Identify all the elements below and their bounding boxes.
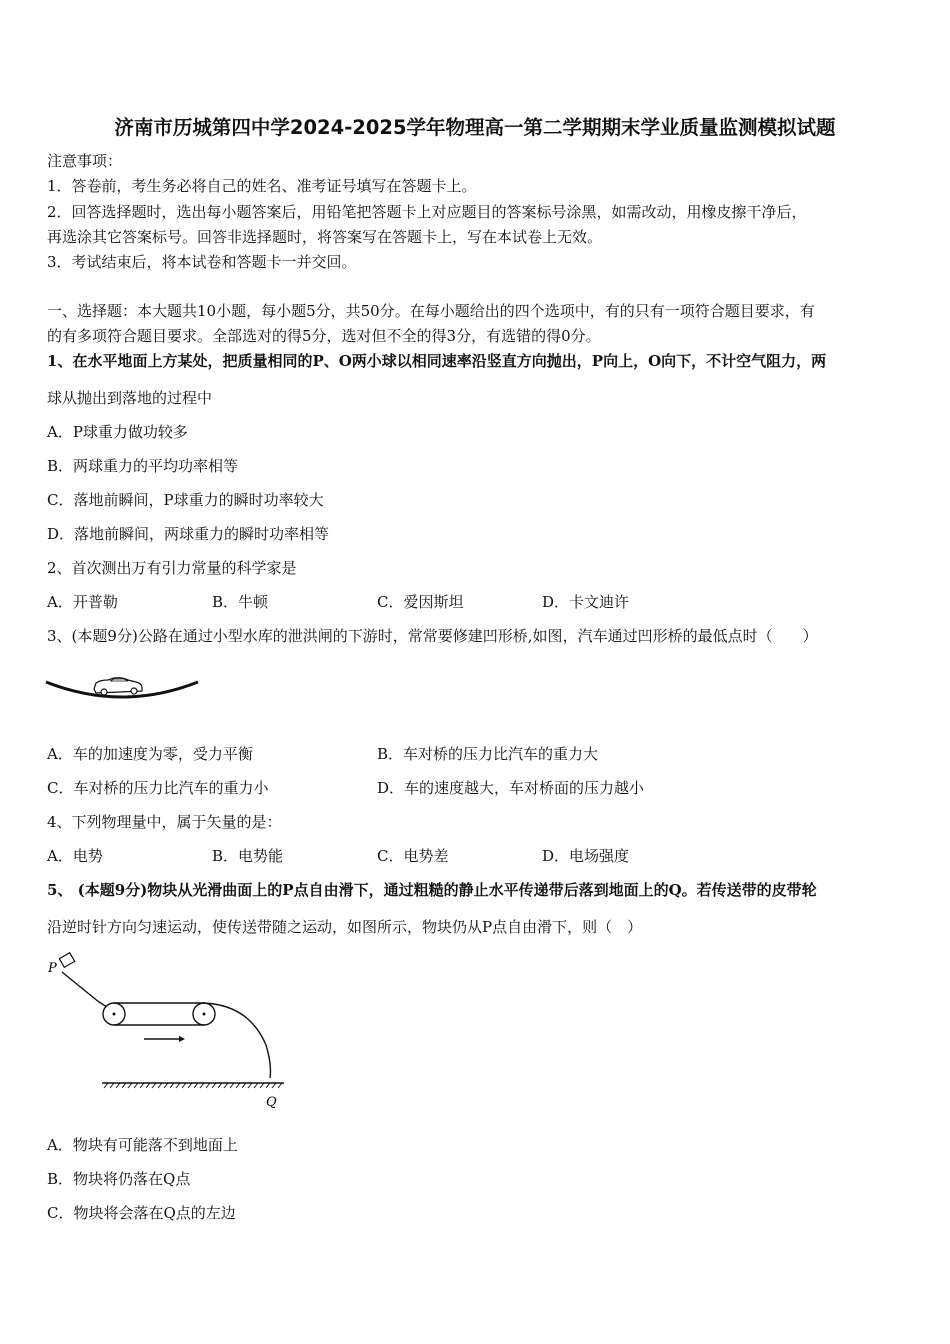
section-intro-line-2: 的有多项符合题目要求。全部选对的得5分，选对但不全的得3分，有选错的得0分。 <box>47 327 601 345</box>
q4-option-a: A．电势 <box>47 847 103 865</box>
q2-stem: 2、首次测出万有引力常量的科学家是 <box>47 559 297 577</box>
q1-stem-line-2: 球从抛出到落地的过程中 <box>47 389 213 407</box>
notice-heading: 注意事项： <box>47 152 123 170</box>
exam-title: 济南市历城第四中学2024-2025学年物理高一第二学期期末学业质量监测模拟试题 <box>114 116 836 139</box>
label-p: P <box>48 961 57 976</box>
notice-item-3: 3．考试结束后，将本试卷和答题卡一并交回。 <box>47 253 357 271</box>
notice-item-2-line-1: 2．回答选择题时，选出每小题答案后，用铅笔把答题卡上对应题目的答案标号涂黑，如需改动，用橡皮擦干净后， <box>47 203 807 221</box>
q1-option-d: D．落地前瞬间，两球重力的瞬时功率相等 <box>47 525 330 543</box>
label-q: Q <box>266 1095 277 1110</box>
q4-option-c: C．电势差 <box>377 847 449 865</box>
section-intro-line-1: 一、选择题：本大题共10小题，每小题5分，共50分。在每小题给出的四个选项中，有的只有一项符合题目要求，有 <box>47 302 815 320</box>
belt-direction-arrow-icon <box>144 1036 185 1042</box>
q5-option-c: C．物块将会落在Q点的左边 <box>47 1204 236 1222</box>
q5-stem-line-1: 5、 (本题9分)物块从光滑曲面上的P点自由滑下，通过粗糙的静止水平传递带后落到地面上的Q。若传送带的皮带轮 <box>47 881 817 899</box>
notice-item-1: 1．答卷前，考生务必将自己的姓名、准考证号填写在答题卡上。 <box>47 177 477 195</box>
q3-option-a: A．车的加速度为零，受力平衡 <box>47 745 253 763</box>
q3-stem: 3、(本题9分)公路在通过小型水库的泄洪闸的下游时，常常要修建凹形桥,如图，汽车通过凹形桥的最低点时（ ） <box>47 627 818 645</box>
q1-option-b: B．两球重力的平均功率相等 <box>47 457 239 475</box>
q5-option-a: A．物块有可能落不到地面上 <box>47 1136 238 1154</box>
q3-option-b: B．车对桥的压力比汽车的重力大 <box>377 745 599 763</box>
q1-option-c: C．落地前瞬间，P球重力的瞬时功率较大 <box>47 491 324 509</box>
concave-bridge-figure <box>44 672 202 712</box>
q2-option-b: B．牛顿 <box>212 593 269 611</box>
q2-option-c: C．爱因斯坦 <box>377 593 464 611</box>
q2-option-d: D．卡文迪许 <box>542 593 630 611</box>
q3-option-c: C．车对桥的压力比汽车的重力小 <box>47 779 269 797</box>
q4-option-d: D．电场强度 <box>542 847 630 865</box>
notice-item-2-line-2: 再选涂其它答案标号。回答非选择题时，将答案写在答题卡上，写在本试卷上无效。 <box>47 228 603 246</box>
conveyor-figure <box>44 950 294 1112</box>
q1-option-a: A．P球重力做功较多 <box>47 423 188 441</box>
q5-stem-line-2: 沿逆时针方向匀速运动，使传送带随之运动，如图所示，物块仍从P点自由滑下，则（ ） <box>47 918 643 936</box>
block-icon <box>59 953 74 968</box>
q1-stem-line-1: 1、在水平地面上方某处，把质量相同的P、O两小球以相同速率沿竖直方向抛出，P向上，O向下，不计空气阻力，两 <box>47 352 827 370</box>
q3-option-d: D．车的速度越大，车对桥面的压力越小 <box>377 779 645 797</box>
q4-stem: 4、下列物理量中，属于矢量的是： <box>47 813 282 831</box>
q4-option-b: B．电势能 <box>212 847 284 865</box>
car-icon <box>94 678 142 695</box>
q5-option-b: B．物块将仍落在Q点 <box>47 1170 191 1188</box>
q2-option-a: A．开普勒 <box>47 593 118 611</box>
